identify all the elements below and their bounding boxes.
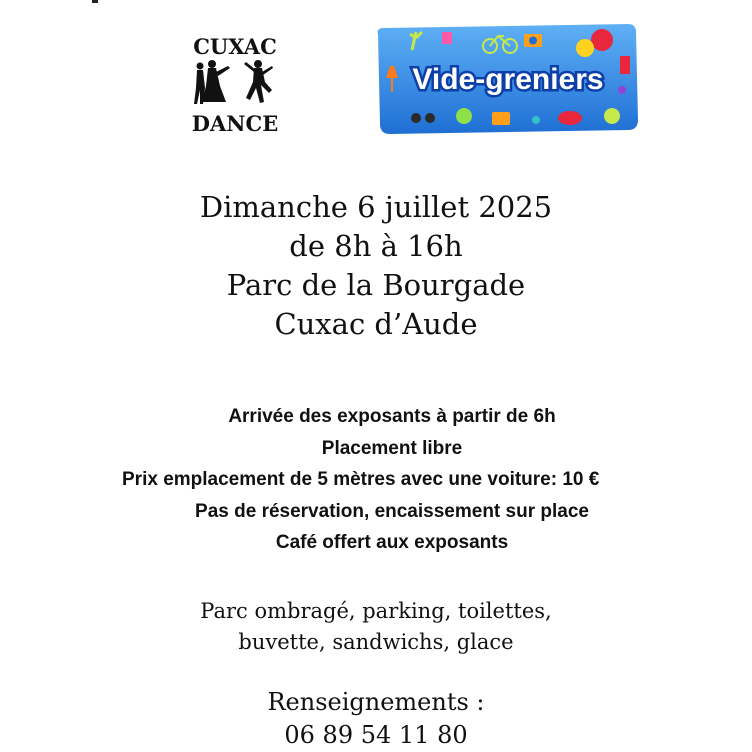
contact-phone: 06 89 54 11 80 — [284, 721, 468, 749]
contact-label: Renseignements : — [267, 688, 485, 716]
price-line-wrapper — [0, 464, 752, 496]
amenities — [0, 596, 752, 658]
placement-info: Placement libre — [321, 437, 463, 459]
amenities-line-2: buvette, sandwichs, glace — [238, 630, 514, 654]
logo-text-dance: DANCE — [191, 111, 279, 136]
exhibitor-details — [90, 401, 694, 559]
event-headline — [0, 188, 752, 344]
coffee-info: Café offert aux exposants — [275, 532, 509, 553]
logo-text-cuxac: CUXAC — [193, 34, 277, 59]
event-town: Cuxac d’Aude — [274, 307, 478, 341]
reservation-info: Pas de réservation, encaissement sur place — [195, 500, 589, 522]
event-hours: de 8h à 16h — [289, 229, 463, 263]
arrival-time: Arrivée des exposants à partir de 6h — [228, 406, 556, 427]
amenities-line-1: Parc ombragé, parking, toilettes, — [200, 599, 552, 623]
price-info: Prix emplacement de 5 mètres avec une voiture: 10 € — [122, 469, 600, 490]
cuxac-dance-logo-graphic — [170, 30, 300, 140]
contact-info — [0, 686, 752, 752]
banner-title: Vide-greniers — [412, 63, 604, 96]
event-date: Dimanche 6 juillet 2025 — [199, 190, 553, 224]
vide-greniers-banner-graphic — [372, 20, 640, 140]
vide-greniers-banner — [372, 20, 640, 140]
dancing-couple-icon — [194, 60, 273, 104]
corner-mark — [92, 0, 98, 3]
cuxac-dance-logo — [170, 30, 300, 140]
event-venue: Parc de la Bourgade — [226, 268, 526, 302]
